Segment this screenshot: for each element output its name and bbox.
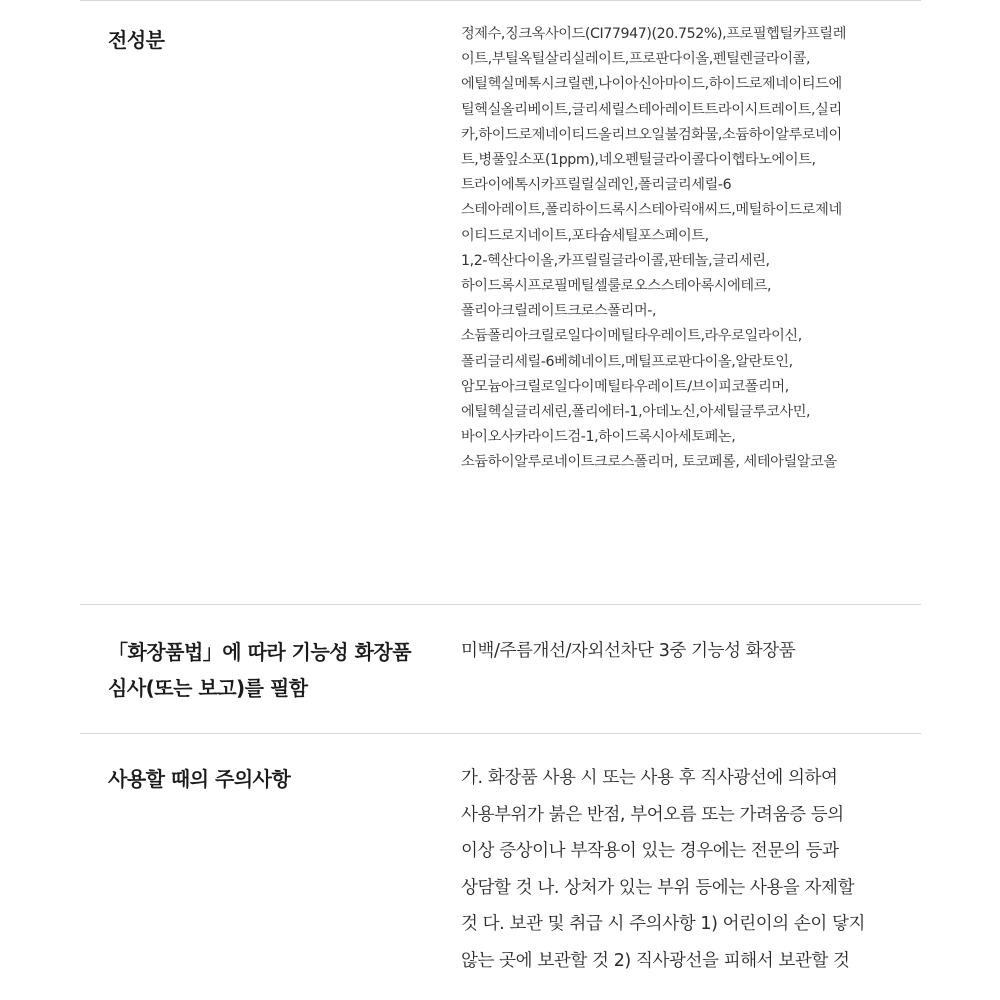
precautions-line: 것 다. 보관 및 취급 시 주의사항 1) 어린이의 손이 닿지 xyxy=(461,914,866,934)
ingredients-line: 1,2-헥산다이올,카프릴릴글라이콜,판테놀,글리세린, xyxy=(461,252,770,269)
functional-label xyxy=(108,634,411,706)
precautions-line: 상담할 것 나. 상처가 있는 부위 등에는 사용을 자제할 xyxy=(461,877,855,898)
precautions-line: 않는 곳에 보관할 것 2) 직사광선을 피해서 보관할 것 xyxy=(461,950,850,971)
ingredients-line: 틸헥실올리베이트,글리세릴스테아레이트트라이시트레이트,실리 xyxy=(461,101,842,118)
ingredients-line: 소듐하이알루로네이트크로스폴리머, 토코페롤, 세테아릴알코올 xyxy=(461,454,837,471)
ingredients-line: 에틸헥실메톡시크릴렌,나이아신아마이드,하이드로제네이티드에 xyxy=(461,76,842,93)
top-divider xyxy=(80,0,921,1)
ingredients-line: 바이오사카라이드검-1,하이드록시아세토페논, xyxy=(461,429,736,446)
ingredients-line: 폴리아크릴레이트크로스폴리머-, xyxy=(461,303,657,320)
section-divider xyxy=(80,604,921,605)
ingredients-value xyxy=(461,22,901,476)
ingredients-line: 트,병풀잎소포(1ppm),네오펜틸글라이콜다이헵타노에이트, xyxy=(461,152,816,169)
ingredients-line: 정제수,징크옥사이드(CI77947)(20.752%),프로필헵틸카프릴레 xyxy=(461,26,847,42)
functional-label-line: 「화장품법」에 따라 기능성 화장품 xyxy=(108,640,412,664)
ingredients-line: 스테아레이트,폴리하이드록시스테아릭애씨드,메틸하이드로제네 xyxy=(461,202,842,219)
ingredients-line: 소듐폴리아크릴로일다이메틸타우레이트,라우로일라이신, xyxy=(461,328,802,345)
ingredients-line: 이티드로지네이트,포타슘세틸포스페이트, xyxy=(461,227,709,244)
ingredients-line: 암모늄아크릴로일다이메틸타우레이트/브이피코폴리머, xyxy=(461,378,789,395)
section-divider xyxy=(80,733,921,734)
ingredients-line: 폴리글리세릴-6베헤네이트,메틸프로판다이올,알란토인, xyxy=(461,353,793,370)
ingredients-line: 에틸헥실글리세린,폴리에터-1,아데노신,아세틸글루코사민, xyxy=(461,404,811,421)
precautions-line: 가. 화장품 사용 시 또는 사용 후 직사광선에 의하여 xyxy=(461,768,838,788)
precautions-line: 이상 증상이나 부작용이 있는 경우에는 전문의 등과 xyxy=(461,841,839,861)
ingredients-line: 이트,부틸옥틸살리실레이트,프로판다이올,펜틸렌글라이콜, xyxy=(461,51,811,68)
functional-value-text: 미백/주름개선/자외선차단 3중 기능성 화장품 xyxy=(461,641,796,661)
ingredients-line: 카,하이드로제네이티드올리브오일불검화물,소듐하이알루로네이 xyxy=(461,126,842,143)
ingredients-line: 트라이에톡시카프릴릴실레인,폴리글리세릴-6 xyxy=(461,177,732,194)
ingredients-line: 하이드록시프로필메틸셀룰로오스스테아록시에테르, xyxy=(461,278,772,295)
precautions-line: 사용부위가 붉은 반점, 부어오름 또는 가려움증 등의 xyxy=(461,804,844,825)
precautions-label: 사용할 때의 주의사항 xyxy=(108,767,291,791)
precautions-value xyxy=(461,760,901,979)
functional-value xyxy=(461,633,901,670)
ingredients-label: 전성분 xyxy=(108,28,165,52)
functional-label-line: 심사(또는 보고)를 필함 xyxy=(108,676,308,700)
